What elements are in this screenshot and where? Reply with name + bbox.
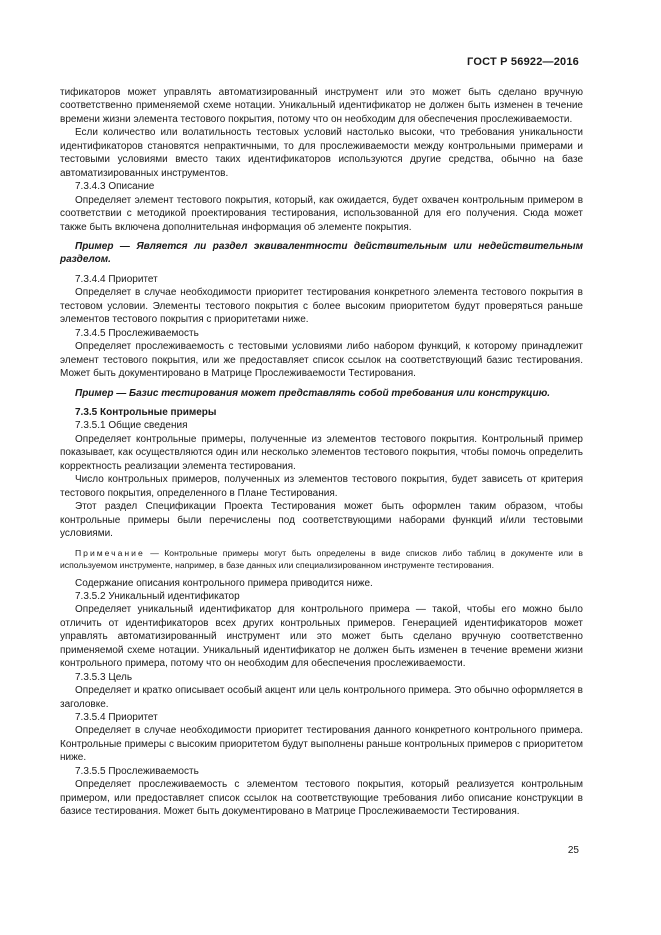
paragraph-continuation: тификаторов может управлять автоматизированный инструмент или это может быть сделано вручную соответственно применяемой схеме нотации. Уникальный идентификатор не должен быть изменен в течение времени жизни элемента тестового покрытия, потому что он необходим для обеспечения прослеживаемости. (60, 87, 583, 125)
page-number: 25 (567, 845, 579, 856)
paragraph: Определяет элемент тестового покрытия, который, как ожидается, будет охвачен контрольным примером в соответствии с методикой проектирования тестирования, использованной для его получения. Сюда может также быть включена дополнительная информация об элементе покрытия. (60, 194, 583, 233)
clause-7-3-5-4-title: 7.3.5.4 Приоритет (75, 712, 158, 724)
paragraph: Определяет в случае необходимости приоритет тестирования данного конкретного контрольного примера. Контрольные примеры с высоким приоритетом будут выполнены раньше контрольных примеров с приоритетом ниже. (60, 725, 583, 764)
clause-7-3-5-1-title: 7.3.5.1 Общие сведения (75, 420, 188, 432)
example-text: Пример — Является ли раздел эквивалентности действительным или недействительным разделом. (60, 240, 583, 266)
section-7-3-5-heading: 7.3.5 Контрольные примеры (75, 406, 217, 418)
clause-7-3-4-4-title: 7.3.4.4 Приоритет (75, 273, 158, 285)
paragraph: Определяет и кратко описывает особый акцент или цель контрольного примера. Это обычно оформляется в заголовке. (60, 685, 583, 710)
paragraph: Содержание описания контрольного примера приводится ниже. (75, 577, 373, 589)
note-block (60, 547, 583, 571)
standard-designation: ГОСТ Р 56922—2016 (467, 56, 579, 68)
clause-7-3-4-3-title: 7.3.4.3 Описание (75, 181, 155, 193)
clause-7-3-5-2-title: 7.3.5.2 Уникальный идентификатор (75, 590, 240, 602)
paragraph: Число контрольных примеров, полученных из элементов тестового покрытия, будет зависеть от критерия тестового покрытия, определенного в Плане Тестирования. (60, 474, 583, 499)
paragraph: Определяет в случае необходимости приоритет тестирования конкретного элемента тестового покрытия в тестовом условии. Элементы тестового покрытия с более высоким приоритетом будут проверяться раньше элементов тестового покрытия с приоритетами ниже. (60, 287, 583, 326)
paragraph: Этот раздел Спецификации Проекта Тестирования может быть оформлен таким образом, чтобы контрольные примеры были перечислены под соответствующими наборами функций и/или тестовыми условиями. (60, 501, 583, 540)
note-label: Примечание (75, 547, 145, 558)
clause-7-3-5-3-title: 7.3.5.3 Цель (75, 671, 133, 683)
example-text: Пример — Базис тестирования может представлять собой требования или конструкцию. (75, 387, 551, 399)
clause-7-3-4-5-title: 7.3.4.5 Прослеживаемость (75, 327, 199, 339)
paragraph: Определяет контрольные примеры, полученные из элементов тестового покрытия. Контрольный пример показывает, как осуществляются один или несколько элементов тестового покрытия, чтобы помочь определить корректность реализации элемента тестирования. (60, 433, 583, 472)
paragraph: Определяет прослеживаемость с тестовыми условиями либо набором функций, к которому принадлежит элемент тестового покрытия, или же предоставляет список ссылок на соответствующий базис тестирования. Может быть документировано в Матрице Прослеживаемости Тестирования. (60, 341, 583, 380)
paragraph: Если количество или волатильность тестовых условий настолько высоки, что требования уникальности идентификаторов становятся непрактичными, то для прослеживаемости между контрольными примерами и тестовыми условиями вместо таких идентификаторов используются другие средства, обычно на базе автоматизированных инструментов. (60, 127, 583, 179)
paragraph: Определяет прослеживаемость с элементом тестового покрытия, который реализуется контрольным примером, или предоставляет список ссылок на соответствующие требования либо описание конструкции в базисе тестирования. Может быть документировано в Матрице Прослеживаемости Тестирования. (60, 779, 583, 818)
paragraph: Определяет уникальный идентификатор для контрольного примера — такой, чтобы его можно было отличить от идентификаторов всех других контрольных примеров. Генерацией идентификаторов может управлять автоматизированный инструмент или это может быть сделано вручную соответственно применяемой схеме нотации. Уникальный идентификатор не должен быть изменен в течение времени жизни контрольного примера, потому что он необходим для обеспечения прослеживаемости. (60, 604, 583, 670)
note-text: — Контрольные примеры могут быть определены в виде списков либо таблиц в документе или в используемом инструменте, например, в базе данных или специализированном инструменте тестирования. (60, 547, 583, 570)
clause-7-3-5-5-title: 7.3.5.5 Прослеживаемость (75, 765, 199, 777)
document-body (60, 86, 583, 819)
